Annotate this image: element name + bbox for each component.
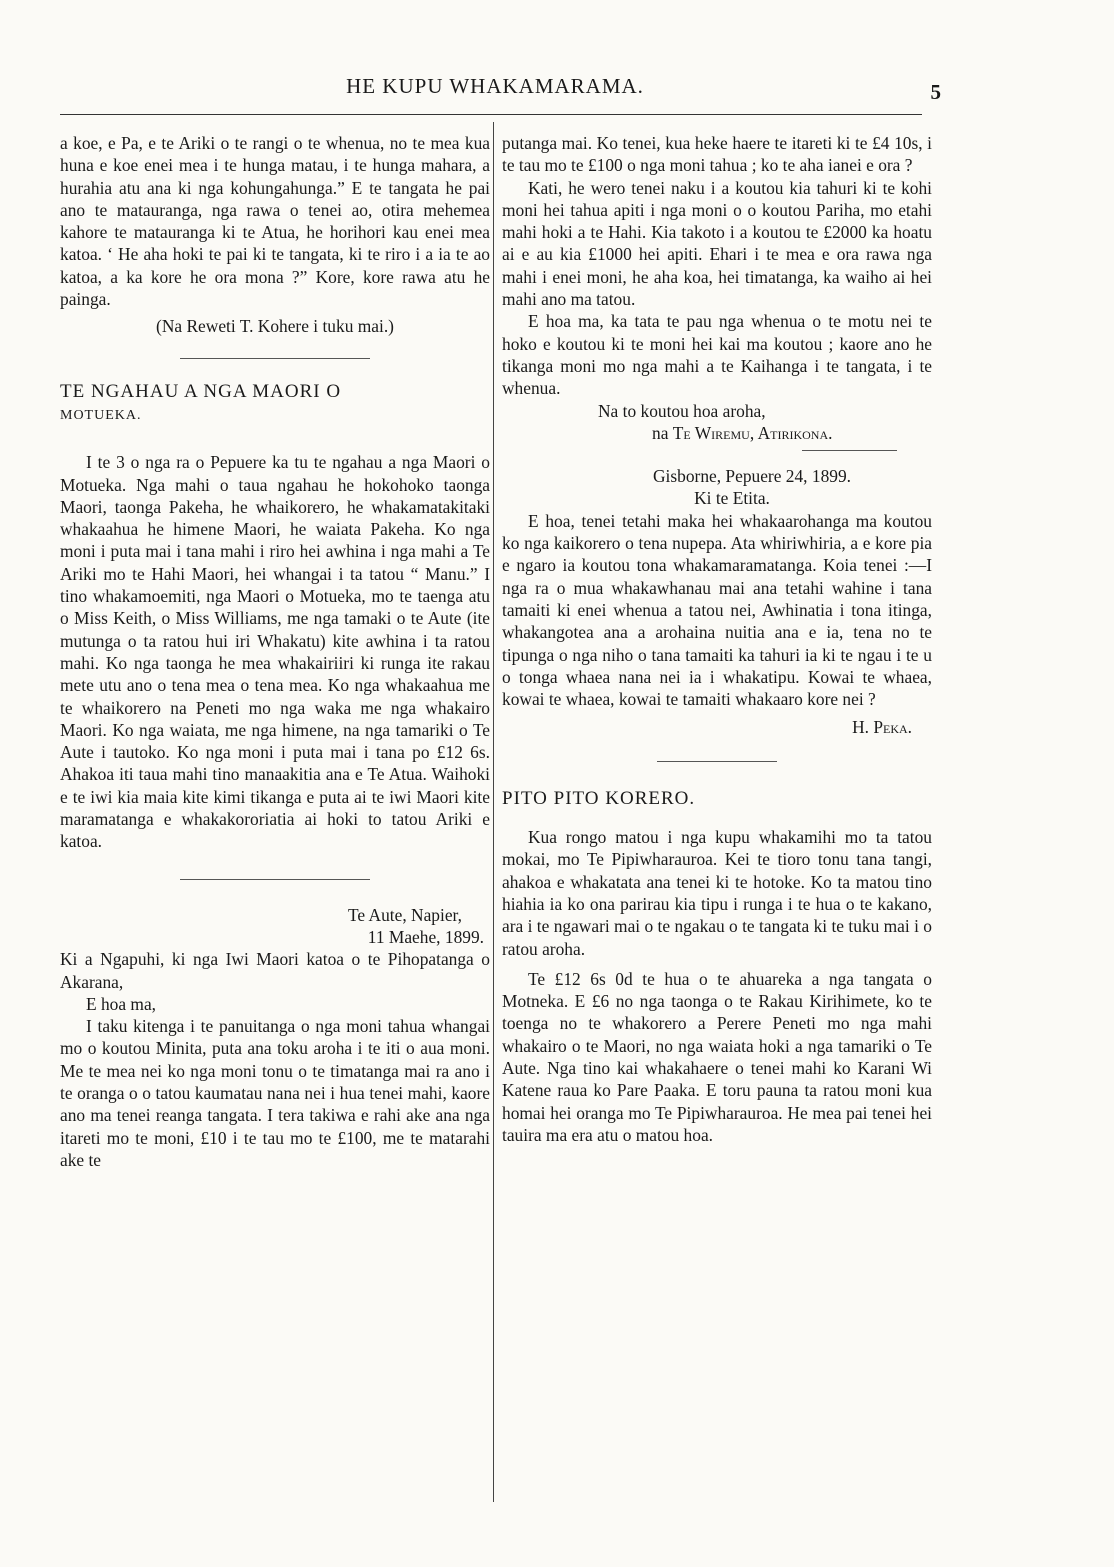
letter-signature — [502, 422, 932, 444]
page-number: 5 — [930, 80, 941, 104]
article-subheading-motueka: MOTUEKA. — [60, 407, 142, 423]
letter2-body: E hoa, tenei tetahi maka hei whakaarohanga ma koutou ko nga kaikorero o tena nupepa. Ata whiriwhiria, a e kore pia e ngaro ia koutou tona whakamaramatanga. Koia tenei :—I nga ra o mua whakawhanau mai ana tetahi wahine i tana tamaiti ki enei whenua a tatou nei, Awhinatia i tona itinga, whakangotea ana a arohaina nuitia ana e ia, tena no te tipunga o nga niho o tana tamaiti ka tahuri ia ki te ngau i te u o tonga whaea nana nei ia i whakatipu. Kowai te whaea, kowai te whaea, kowai te tamaiti whakaaro kore nei ? — [502, 510, 932, 710]
article-heading-ngahau: TE NGAHAU A NGA MAORI O — [60, 380, 342, 402]
article-body-ngahau: I te 3 o nga ra o Pepuere ka tu te ngahau a nga Maori o Motueka. Nga mahi o taua ngahau he hokohoko taonga Maori, taonga Pakeha, he whaikorero, he whakamatakitaki whakaahua he himene Maori, he waiata Pakeha. Ko nga moni i puta mai i tana mahi i riro hei awhina i nga mahi a Te Ariki mo te Hahi Maori, hei whangai i ta tatou “ Manu.” I tino whakamoemiti, nga Maori o Motueka, mo te taenga atu o Miss Keith, o Miss Williams, me nga tamaki o te Aute (ite mutunga o ta ratou hui iri Whakatu) kite awhina i ta ratou mahi. Ko nga taonga he mea whakairiiri ki runga ite rakau mete utu ano o tena mea o tena mea. Ko nga whakaahua me te whaikorero na Peneti mo nga waka me nga whakairo Maori. Ko nga waiata, me nga himene, na nga tamariki o Te Aute i tautoko. Ko nga moni i puta mai i tana po £12 6s. Ahakoa iti taua mahi tino manaakitia ana e Te Atua. Waihoki e te iwi kia maia kite kimi tikanga e puta ai te iwi Maori kite maramatanga e whakakororiatia ai hoki to tatou Ariki e katoa. — [60, 452, 490, 852]
article-heading-pito: PITO PITO KORERO. — [502, 787, 696, 809]
letter2-place-date: Gisborne, Pepuere 24, 1899. — [652, 466, 852, 487]
intro-paragraph: a koe, e Pa, e te Ariki o te rangi o te whenua, no te mea kua huna e koe enei mea i te hunga matau, i te hunga mahara, a hurahia atu ana ki nga kohungahunga.” E te tangata he pai ano te matauranga, nga rawa o tenei ao, otira mehemea kahore te matauranga ki te Atua, he horihori kau enei mea katoa. ‘ He aha hoki te pai ki te tangata, ki te riro i a ia te ao katoa, a ka kore he ora mona ?” Kore, kore rawa atu he painga. — [60, 133, 490, 310]
section-rule — [180, 879, 370, 880]
page-header — [55, 74, 941, 104]
section-rule — [657, 761, 777, 762]
left-column — [60, 132, 490, 1171]
column-divider — [493, 122, 494, 1502]
letter-body: I taku kitenga i te panuitanga o nga moni tahua whangai mo o koutou Minita, puta ana toku aroha i te iti o aua moni. Me te mea nei ko nga moni tonu o te timatanga mai ra ano i te oranga o o tatou kaumatau nana nei i hua tenei mahi, kaore ano ma tenei reanga tangata. I tera takiwa e rahi ake ana nga itareti mo te moni, £10 i te tau mo te £100, me te matarahi ake te — [60, 1016, 490, 1170]
article-pito-paragraph-1: Kua rongo matou i nga kupu whakamihi mo ta tatou mokai, mo Te Pipiwharauroa. Kei te tioro tonu tana tangi, ahakoa e whakatata ana tenei ki te hotoke. Ko ta matou tino hiahia ia ko ona parirau kia tipu i runga i te hua o te kakano, ara i te ngawari mai o te ngakau o te tangata ki te tuku mai i o ratou aroha. — [502, 827, 932, 959]
letter-paragraph-3: E hoa ma, ka tata te pau nga whenua o te motu nei te hoko e koutou ki te moni hei kai ma koutou ; kaore ano he tikanga moni mo nga mahi a te Kaihanga i te tangata, i te whenua. — [502, 311, 932, 399]
signature-rule — [802, 450, 897, 451]
intro-credit: (Na Reweti T. Kohere i tuku mai.) — [156, 316, 394, 337]
letter-closing: Na to koutou hoa aroha, — [598, 400, 766, 421]
right-column — [502, 132, 932, 1146]
letter2-signature: H. Peka. — [852, 717, 912, 738]
letter-address: Ki a Ngapuhi, ki nga Iwi Maori katoa o te Pihopatanga o Akarana, — [60, 949, 490, 992]
letter-body-continued: putanga mai. Ko tenei, kua heke haere te itareti ki te £4 10s, i te tau mo te £100 o nga moni tahua ; ko te aha ianei e ora ? — [502, 133, 932, 176]
article-pito-paragraph-2: Te £12 6s 0d te hua o te ahuareka a nga tangata o Motneka. E £6 no nga taonga o te Rakau Kirihimete, ko te toenga no te whakorero a Perere Peneti mo nga mahi whakairo o te Maori, no nga waiata hoki a nga tamariki o Te Aute. Nga tino kai whakahaere o tenei mahi ko Karani Wi Katene raua ko Pare Paaka. E toru pauna ta ratou moni kua homai hei oranga mo Te Pipiwharauroa. He mea pai tenei hei tauira ma era atu o matou hoa. — [502, 968, 932, 1145]
running-title: HE KUPU WHAKAMARAMA. — [346, 74, 644, 98]
letter-date: 11 Maehe, 1899. — [367, 926, 484, 947]
header-rule — [60, 114, 922, 115]
letter2-to: Ki te Etita. — [694, 488, 770, 509]
section-rule — [180, 358, 370, 359]
letter-paragraph-2: Kati, he wero tenei naku i a koutou kia tahuri ki te kohi moni hei tahua apiti i nga moni o o koutou Pariha, mo etahi mahi hoki a te Hahi. Kia takoto i a koutou te £2000 ka hoatu ai e au kia £1000 hei apiti. Ehari i te mea e ora rawa nga mahi i enei moni, he aha koa, hei timatanga, ka waiho ai hei mahi ano ma tatou. — [502, 177, 932, 310]
letter-place: Te Aute, Napier, — [348, 904, 462, 925]
signature-name: Te Wiremu, Atirikona. — [672, 422, 833, 443]
letter-salutation: E hoa ma, — [86, 993, 157, 1014]
signature-prefix: na — [652, 422, 669, 443]
